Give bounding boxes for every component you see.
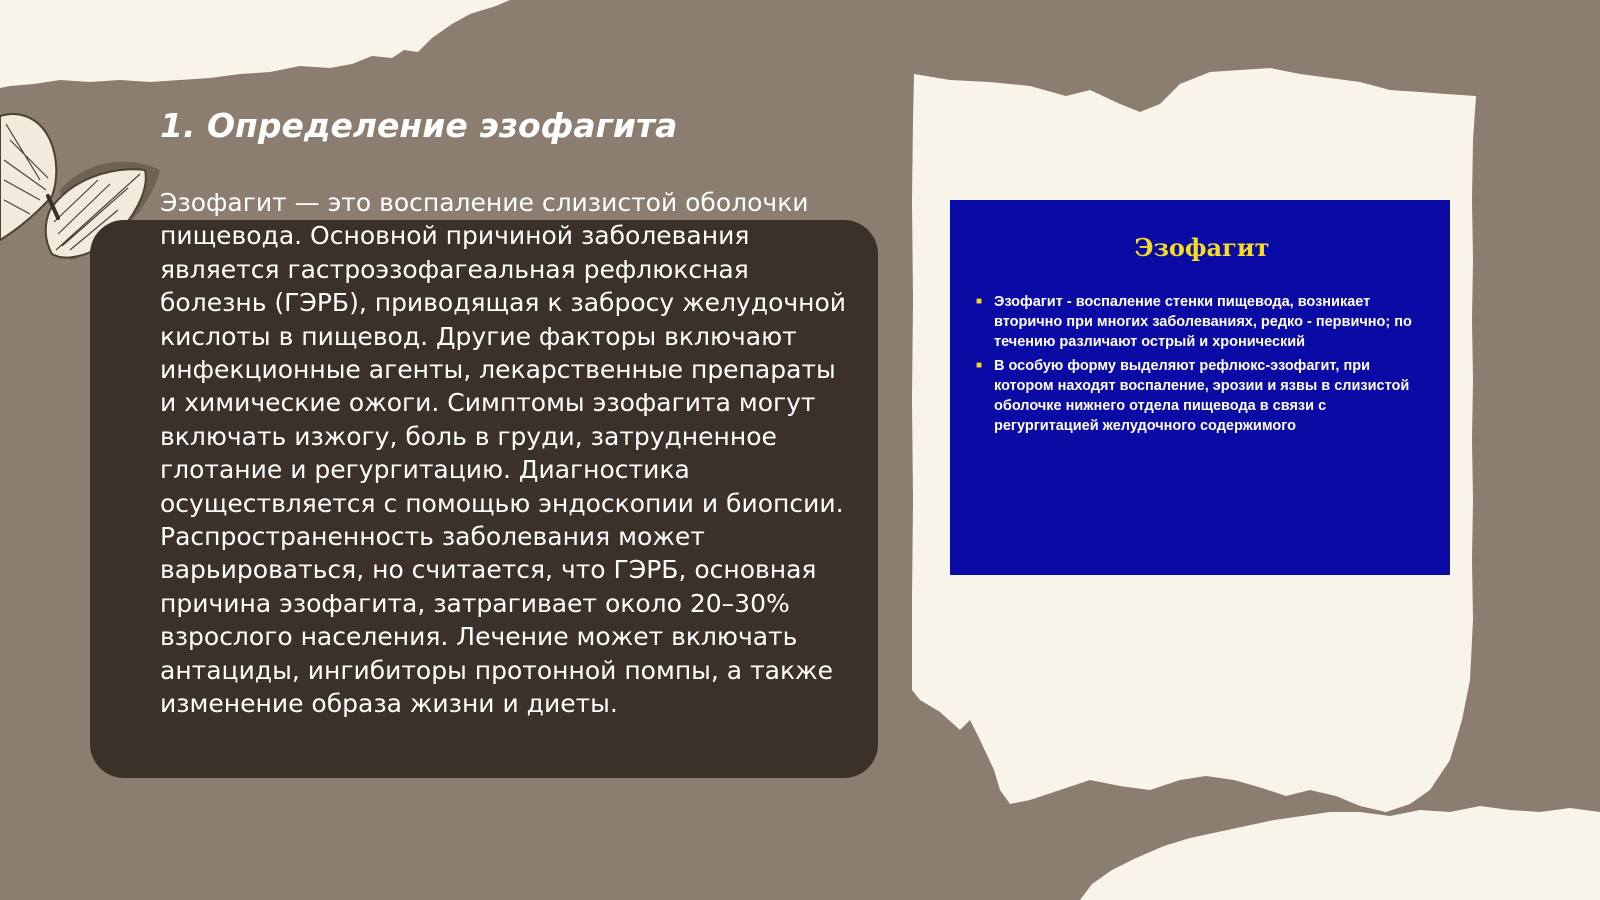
embedded-slide-image (950, 200, 1450, 575)
bullet-text: Эзофагит - воспаление стенки пищевода, возникает вторично при многих заболеваниях, редко - первично; по течению различают острый и хронический (994, 294, 1412, 350)
torn-paper-top-left (0, 0, 510, 88)
square-bullet-icon: ■ (976, 360, 983, 371)
square-bullet-icon: ■ (976, 296, 983, 307)
torn-paper-bottom-right (1080, 806, 1600, 900)
embedded-slide-title: Эзофагит (1134, 233, 1270, 262)
embedded-slide-bullet (976, 292, 1428, 352)
embedded-slide-bullet (976, 356, 1428, 436)
embedded-slide-bullets (976, 292, 1428, 436)
slide-title: 1. Определение эзофагита (160, 106, 678, 145)
definition-paragraph: Эзофагит — это воспаление слизистой оболочки пищевода. Основной причиной заболевания является гастроэзофагеальная рефлюксная болезнь (ГЭРБ), приводящая к забросу желудочной кислоты в пищевод. Другие факторы включают инфекционные агенты, лекарственные препараты и химические ожоги. Симптомы эзофагита могут включать изжогу, боль в груди, затрудненное глотание и регургитацию. Диагностика осуществляется с помощью эндоскопии и биопсии. Распространенность заболевания может варьироваться, но считается, что ГЭРБ, основная причина эзофагита, затрагивает около 20–30% взрослого населения. Лечение может включать антациды, ингибиторы протонной помпы, а также изменение образа жизни и диеты. (160, 188, 847, 719)
bullet-text: В особую форму выделяют рефлюкс-эзофагит, при котором находят воспаление, эрозии и язвы в слизистой оболочке нижнего отдела пищевода в связи с регургитацией желудочного содержимого (994, 358, 1410, 434)
